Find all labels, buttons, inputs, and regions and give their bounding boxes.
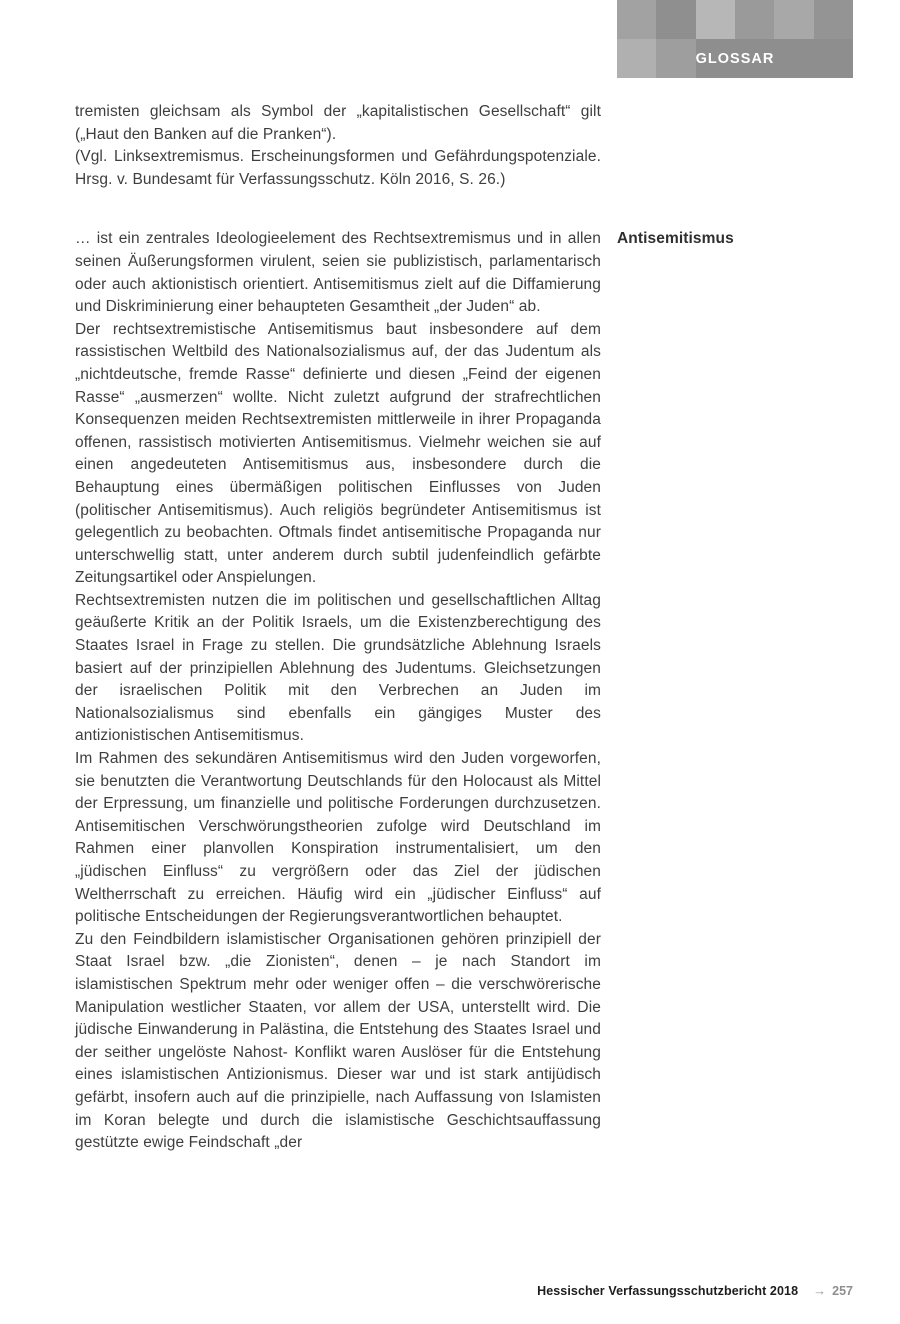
- glossary-entry: [75, 228, 734, 1154]
- page-footer: [537, 1283, 853, 1298]
- entry-paragraph: … ist ein zentrales Ideologieelement des Rechtsextremismus und in allen seinen Äußerungsformen virulent, seien sie publizistisch, parlamentarisch oder auch aktionistisch orientiert. Antisemitismus zielt auf die Diffamierung und Diskriminierung einer behaupteten Gesamtheit „der Juden“ ab.: [75, 230, 601, 316]
- mosaic-cell: [617, 0, 656, 39]
- glossar-header: [617, 0, 853, 78]
- main-text-column: [75, 101, 734, 1155]
- entry-paragraph: Rechtsextremisten nutzen die im politischen und gesellschaftlichen Alltag geäußerte Kritik an der Politik Israels, um die Existenzberechtigung des Staates Israel in Frage zu stellen. Die grundsätzliche Ablehnung Israels basiert auf der prinzipiellen Ablehnung des Judentums. Gleichsetzungen der israelischen Politik mit den Verbrechen an Juden im Nationalsozialismus sind ebenfalls ein gängiges Muster des antizionistischen Antisemitismus.: [75, 591, 601, 745]
- entry-paragraph: Im Rahmen des sekundären Antisemitismus wird den Juden vorgeworfen, sie benutzten die Verantwortung Deutschlands für den Holocaust als Mittel der Erpressung, um finanzielle und politische Forderungen durchzusetzen. Antisemitischen Verschwörungstheorien zufolge wird Deutschland im Rahmen einer planvollen Konspiration instrumentalisiert, um den „jüdischen Einfluss“ zu vergrößern oder das Ziel der jüdischen Weltherrschaft zu erreichen. Häufig wird ein „jüdischer Einfluss“ auf politische Entscheidungen der Regierungsverantwortlichen behauptet.: [75, 750, 601, 926]
- mosaic-cell: [696, 0, 735, 39]
- mosaic-cell: [814, 0, 853, 39]
- report-title: Hessischer Verfassungsschutzbericht 2018: [537, 1284, 799, 1298]
- continuation-block: [75, 101, 601, 191]
- arrow-right-icon: →: [813, 1283, 827, 1298]
- entry-paragraph: Der rechtsextremistische Antisemitismus baut insbesondere auf dem rassistischen Weltbild des Nationalsozialismus auf, der das Judentum als „nichtdeutsche, fremde Rasse“ definierte und diesen „Feind der eigenen Rasse“ „ausmerzen“ wollte. Nicht zuletzt aufgrund der strafrechtlichen Konsequenzen meiden Rechtsextremisten mittlerweile in ihrer Propaganda offenen, rassistisch motivierten Antisemitismus. Vielmehr weichen sie auf einen angedeuteten Antisemitismus aus, insbesondere durch die Behauptung eines übermäßigen politischen Einflusses von Juden (politischer Antisemitismus). Auch religiös begründeter Antisemitismus ist gelegentlich zu beobachten. Oftmals findet antisemitische Propaganda nur unterschwellig statt, unter anderem durch subtil judenfeindlich gefärbte Zeitungsartikel oder Anspielungen.: [75, 320, 601, 587]
- mosaic-cell: [656, 0, 695, 39]
- glossar-label: GLOSSAR: [695, 50, 775, 67]
- page-reference: [813, 1283, 853, 1298]
- continuation-paragraph: tremisten gleichsam als Symbol der „kapitalistischen Gesellschaft“ gilt („Haut den Banken auf die Pranken“).: [75, 103, 601, 143]
- glossary-term-label: Antisemitismus: [617, 230, 734, 248]
- mosaic-cell: [735, 0, 774, 39]
- entry-paragraph: Zu den Feindbildern islamistischer Organisationen gehören prinzipiell der Staat Israel bzw. „die Zionisten“, denen – je nach Standort im islamistischen Spektrum mehr oder weniger offen – die verschwörerische Manipulation westlicher Staaten, vor allem der USA, unterstellt wird. Die jüdische Einwanderung in Palästina, die Entstehung des Staates Israel und der seither ungelöste Nahost- Konflikt waren Auslöser für die Entstehung eines islamistischen Antizionismus. Dieser war und ist stark antijüdisch gefärbt, insofern auch auf die prinzipielle, nach Auffassung von Islamisten im Koran belegte und durch die islamistische Geschichtsauffassung gestützte ewige Feindschaft „der: [75, 930, 601, 1152]
- continuation-paragraph: (Vgl. Linksextremismus. Erscheinungsformen und Gefährdungspotenziale. Hrsg. v. Bundesamt für Verfassungsschutz. Köln 2016, S. 26.): [75, 148, 601, 188]
- page-number: 257: [832, 1284, 853, 1298]
- mosaic-cell: [774, 0, 813, 39]
- entry-paragraphs: [75, 228, 601, 1154]
